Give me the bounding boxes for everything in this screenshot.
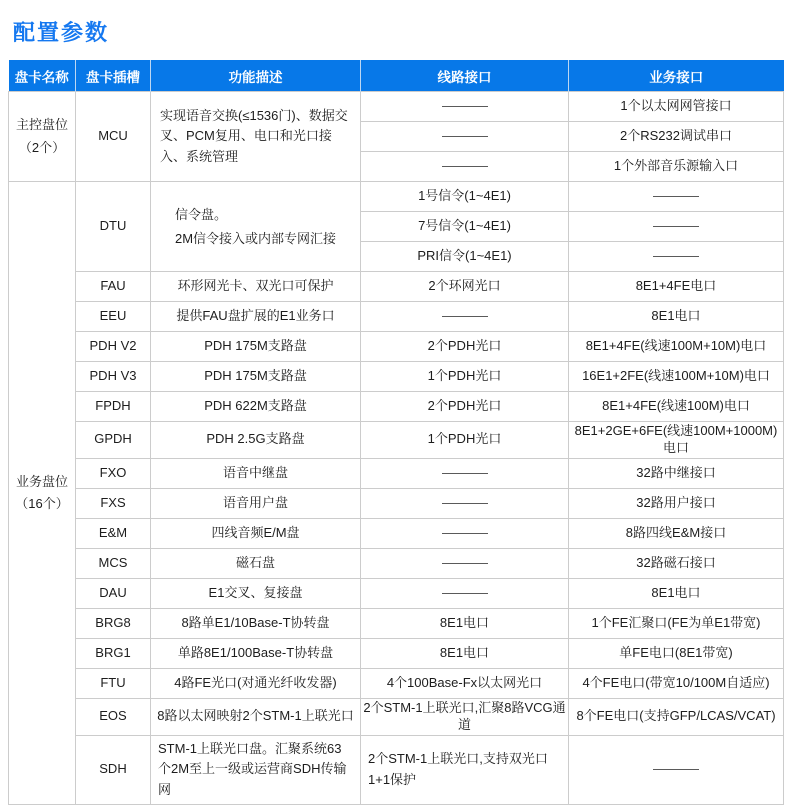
table-row — [9, 362, 784, 392]
desc-cell: 环形网光卡、双光口可保护 — [151, 272, 361, 302]
desc-cell: 磁石盘 — [151, 548, 361, 578]
slot-cell: DAU — [76, 578, 151, 608]
desc-cell: 8路以太网映射2个STM-1上联光口 — [151, 698, 361, 735]
slot-cell: EOS — [76, 698, 151, 735]
group-cell-main-control — [9, 92, 76, 182]
table-row — [9, 422, 784, 459]
table-row — [9, 698, 784, 735]
line-cell: PRI信令(1~4E1) — [361, 242, 569, 272]
group-name-line2: （2个） — [18, 139, 66, 155]
desc-line2: 2M信令接入或内部专网汇接 — [174, 230, 337, 246]
slot-cell: GPDH — [76, 422, 151, 459]
desc-cell: 实现语音交换(≤1536门)、数据交叉、PCM复用、电口和光口接入、系统管理 — [151, 92, 361, 182]
dash-line — [442, 136, 488, 137]
header-line-interface: 线路接口 — [361, 60, 569, 92]
svc-cell: 1个外部音乐源输入口 — [569, 152, 784, 182]
svc-cell: 32路磁石接口 — [569, 548, 784, 578]
dash-line — [442, 503, 488, 504]
line-cell: 2个PDH光口 — [361, 392, 569, 422]
line-cell — [361, 548, 569, 578]
svc-cell: 1个以太网网管接口 — [569, 92, 784, 122]
desc-cell: PDH 175M支路盘 — [151, 332, 361, 362]
line-cell — [361, 518, 569, 548]
line-cell: 2个STM-1上联光口,汇聚8路VCG通道 — [361, 698, 569, 735]
svc-cell: 32路用户接口 — [569, 488, 784, 518]
svc-cell: 8个FE电口(支持GFP/LCAS/VCAT) — [569, 698, 784, 735]
line-cell: 2个STM-1上联光口,支持双光口1+1保护 — [361, 735, 569, 804]
table-row — [9, 458, 784, 488]
svc-cell: 4个FE电口(带宽10/100M自适应) — [569, 668, 784, 698]
slot-cell: PDH V3 — [76, 362, 151, 392]
svc-cell: 8E1+4FE(线速100M+10M)电口 — [569, 332, 784, 362]
line-cell: 8E1电口 — [361, 638, 569, 668]
table-row — [9, 272, 784, 302]
svc-cell — [569, 735, 784, 804]
desc-cell: 4路FE光口(对通光纤收发器) — [151, 668, 361, 698]
desc-cell: 单路8E1/100Base-T协转盘 — [151, 638, 361, 668]
line-cell — [361, 578, 569, 608]
svc-cell: 单FE电口(8E1带宽) — [569, 638, 784, 668]
header-card-slot: 盘卡插槽 — [76, 60, 151, 92]
slot-cell: FXS — [76, 488, 151, 518]
group-name-line1: 主控盘位 — [15, 117, 68, 133]
dash-line — [442, 106, 488, 107]
slot-cell: BRG1 — [76, 638, 151, 668]
slot-cell: BRG8 — [76, 608, 151, 638]
dash-line — [442, 316, 488, 317]
group-cell-service — [9, 182, 76, 805]
dash-line — [442, 593, 488, 594]
svc-cell: 8E1+4FE电口 — [569, 272, 784, 302]
line-cell: 1号信令(1~4E1) — [361, 182, 569, 212]
line-cell: 4个100Base-Fx以太网光口 — [361, 668, 569, 698]
table-row — [9, 638, 784, 668]
svc-cell: 8E1+2GE+6FE(线速100M+1000M)电口 — [569, 422, 784, 459]
desc-cell: 语音用户盘 — [151, 488, 361, 518]
group-name-line2: （16个） — [15, 495, 69, 511]
dash-line — [442, 166, 488, 167]
slot-cell: PDH V2 — [76, 332, 151, 362]
table-row — [9, 488, 784, 518]
dash-line — [653, 226, 699, 227]
svc-cell: 8E1电口 — [569, 578, 784, 608]
table-row — [9, 578, 784, 608]
svc-cell: 2个RS232调试串口 — [569, 122, 784, 152]
desc-cell: STM-1上联光口盘。汇聚系统63个2M至上一级或运营商SDH传输网 — [151, 735, 361, 804]
desc-line1: 信令盘。 — [174, 207, 227, 223]
slot-cell: FXO — [76, 458, 151, 488]
svc-cell — [569, 242, 784, 272]
dash-line — [442, 533, 488, 534]
svc-cell — [569, 212, 784, 242]
line-cell — [361, 488, 569, 518]
line-cell — [361, 92, 569, 122]
line-cell: 8E1电口 — [361, 608, 569, 638]
header-service-interface: 业务接口 — [569, 60, 784, 92]
table-row — [9, 92, 784, 122]
table-row — [9, 182, 784, 212]
slot-cell: SDH — [76, 735, 151, 804]
desc-cell: PDH 622M支路盘 — [151, 392, 361, 422]
slot-cell: FPDH — [76, 392, 151, 422]
table-row — [9, 302, 784, 332]
line-cell — [361, 122, 569, 152]
table-row — [9, 392, 784, 422]
svc-cell: 1个FE汇聚口(FE为单E1带宽) — [569, 608, 784, 638]
header-card-name: 盘卡名称 — [9, 60, 76, 92]
slot-cell: DTU — [76, 182, 151, 272]
line-cell: 7号信令(1~4E1) — [361, 212, 569, 242]
table-row — [9, 332, 784, 362]
desc-cell: 提供FAU盘扩展的E1业务口 — [151, 302, 361, 332]
dash-line — [653, 769, 699, 770]
desc-cell: 语音中继盘 — [151, 458, 361, 488]
dash-line — [442, 473, 488, 474]
svc-cell — [569, 182, 784, 212]
slot-cell: E&M — [76, 518, 151, 548]
dash-line — [653, 256, 699, 257]
spec-table — [8, 60, 784, 805]
page-title: 配置参数 — [13, 20, 110, 45]
desc-cell: E1交叉、复接盘 — [151, 578, 361, 608]
line-cell — [361, 302, 569, 332]
table-row — [9, 548, 784, 578]
line-cell — [361, 152, 569, 182]
line-cell: 1个PDH光口 — [361, 362, 569, 392]
table-row — [9, 518, 784, 548]
desc-cell: 四线音频E/M盘 — [151, 518, 361, 548]
slot-cell: FTU — [76, 668, 151, 698]
line-cell — [361, 458, 569, 488]
table-row — [9, 735, 784, 804]
line-cell: 2个环网光口 — [361, 272, 569, 302]
dash-line — [442, 563, 488, 564]
svc-cell: 8E1+4FE(线速100M)电口 — [569, 392, 784, 422]
desc-cell — [151, 182, 361, 272]
svc-cell: 8路四线E&M接口 — [569, 518, 784, 548]
group-name-line1: 业务盘位 — [15, 473, 68, 489]
slot-cell: FAU — [76, 272, 151, 302]
svc-cell: 32路中继接口 — [569, 458, 784, 488]
desc-cell: 8路单E1/10Base-T协转盘 — [151, 608, 361, 638]
header-function-desc: 功能描述 — [151, 60, 361, 92]
slot-cell: MCU — [76, 92, 151, 182]
desc-cell: PDH 2.5G支路盘 — [151, 422, 361, 459]
header-row — [9, 60, 784, 92]
svc-cell: 8E1电口 — [569, 302, 784, 332]
dash-line — [653, 196, 699, 197]
svc-cell: 16E1+2FE(线速100M+10M)电口 — [569, 362, 784, 392]
line-cell: 2个PDH光口 — [361, 332, 569, 362]
line-cell: 1个PDH光口 — [361, 422, 569, 459]
desc-cell: PDH 175M支路盘 — [151, 362, 361, 392]
slot-cell: MCS — [76, 548, 151, 578]
table-row — [9, 668, 784, 698]
slot-cell: EEU — [76, 302, 151, 332]
table-row — [9, 608, 784, 638]
